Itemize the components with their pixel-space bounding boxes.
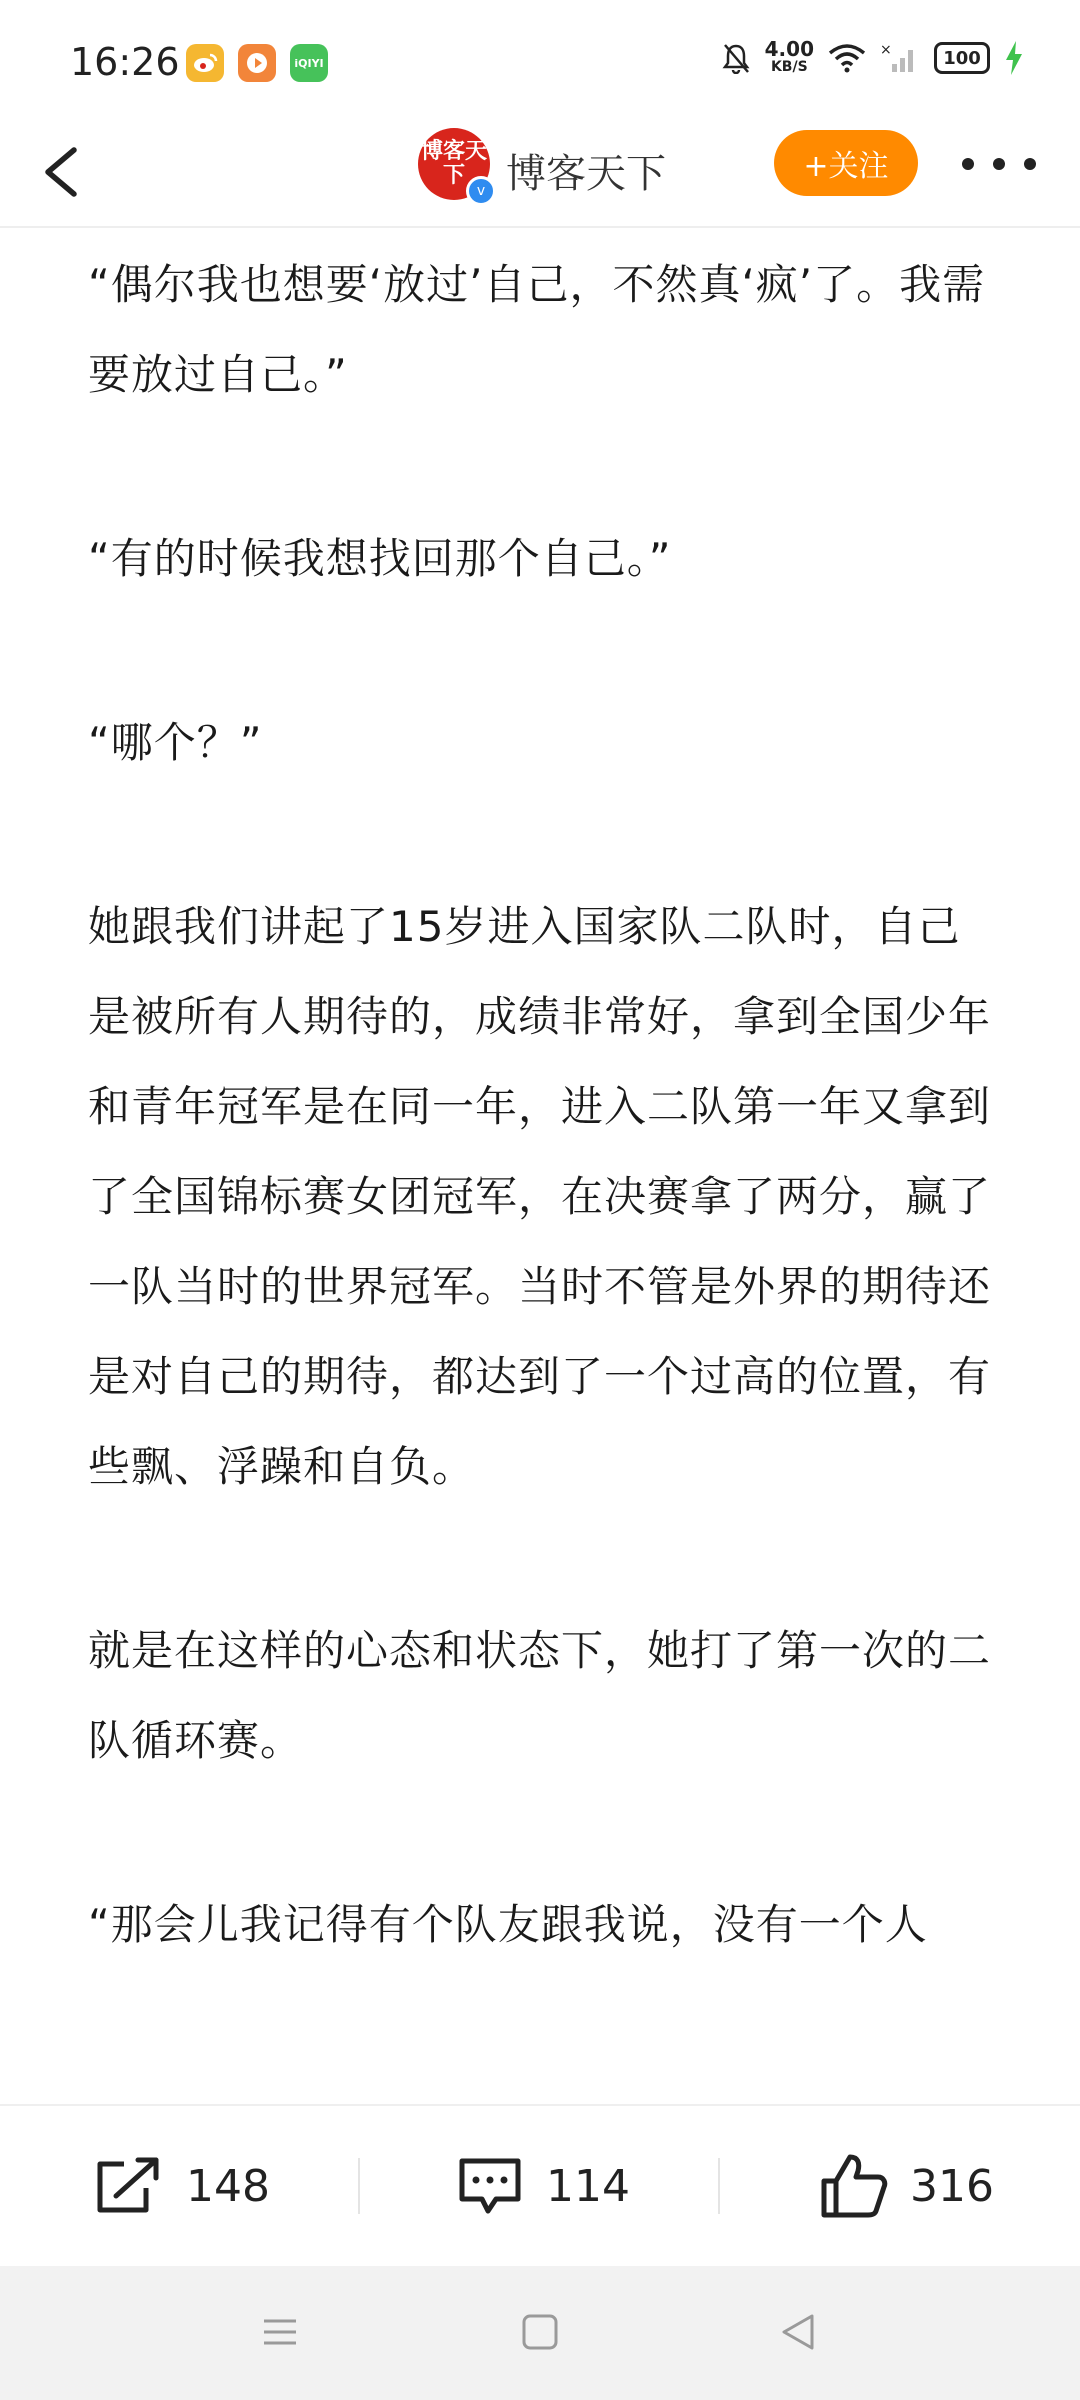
network-speed: 4.00 KB/S [764, 37, 814, 75]
article-paragraph: “哪个？” [88, 718, 263, 767]
article-paragraph: 就是在这样的心态和状态下，她打了第一次的二队循环赛。 [88, 1626, 992, 1765]
more-options-button[interactable] [962, 144, 1036, 184]
blog-name[interactable]: 博客天下 [506, 151, 666, 197]
follow-button[interactable]: +关注 [774, 130, 918, 196]
action-divider [718, 2158, 720, 2214]
home-icon[interactable] [518, 2310, 562, 2354]
verified-badge-icon: v [466, 176, 496, 206]
article-action-bar [0, 2104, 1080, 2266]
status-bar [0, 0, 1080, 120]
notification-app-icons [186, 44, 328, 82]
article-body [88, 240, 996, 2102]
share-icon [94, 2156, 164, 2216]
share-count: 148 [186, 2160, 270, 2212]
mute-bell-icon [721, 42, 751, 74]
status-time: 16:26 [70, 40, 180, 84]
article-paragraph: 她跟我们讲起了15岁进入国家队二队时，自己是被所有人期待的，成绩非常好，拿到全国少年和青年冠军是在同一年，进入二队第一年又拿到了全国锦标赛女团冠军，在决赛拿了两分，赢了一队当时的世界冠军。当时不管是外界的期待还是对自己的期待，都达到了一个过高的位置，有些飘、浮躁和自负。 [88, 902, 992, 1491]
comment-icon [456, 2155, 524, 2217]
comment-button[interactable] [456, 2106, 630, 2266]
like-count: 316 [910, 2160, 994, 2212]
article-paragraph: “有的时候我想找回那个自己。” [88, 534, 672, 583]
battery-indicator: 100 [934, 42, 990, 74]
dot-icon [993, 158, 1005, 170]
comment-count: 114 [546, 2160, 630, 2212]
article-paragraph: “偶尔我也想要‘放过’自己，不然真‘疯’了。我需要放过自己。” [88, 260, 986, 399]
video-icon [238, 44, 276, 82]
system-status-icons [721, 37, 1024, 76]
system-navigation-bar [0, 2266, 1080, 2400]
back-button[interactable] [38, 130, 108, 210]
signal-icon [880, 42, 920, 74]
weibo-icon [186, 44, 224, 82]
dot-icon [962, 158, 974, 170]
share-button[interactable] [94, 2106, 270, 2266]
svg-text:×: × [880, 42, 892, 58]
charging-bolt-icon [1004, 41, 1024, 75]
top-navigation-bar [0, 120, 1080, 228]
article-paragraph: “那会儿我记得有个队友跟我说，没有一个人 [88, 1900, 928, 1949]
back-triangle-icon[interactable] [776, 2310, 820, 2354]
menu-icon[interactable] [258, 2310, 302, 2354]
like-button[interactable] [820, 2106, 994, 2266]
iqiyi-icon: iQIYI [290, 44, 328, 82]
chevron-left-icon [38, 130, 108, 210]
blog-avatar[interactable]: 博客天下 [418, 128, 490, 200]
thumbs-up-icon [820, 2153, 888, 2219]
wifi-icon [828, 43, 866, 73]
action-divider [358, 2158, 360, 2214]
dot-icon [1024, 158, 1036, 170]
